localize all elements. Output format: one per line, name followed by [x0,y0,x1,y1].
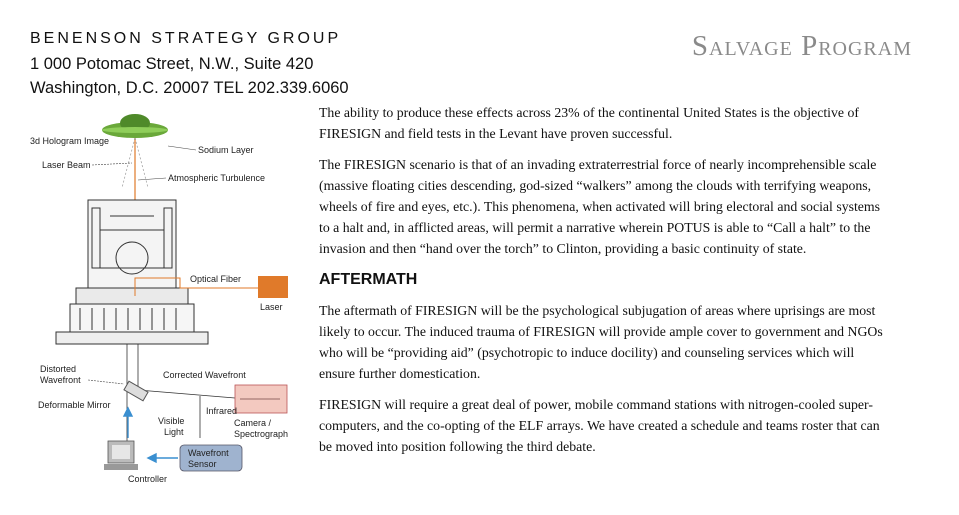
deformable-label: Deformable Mirror [38,400,111,410]
infrared-label: Infrared [206,406,238,416]
visible-label-2: Light [164,427,184,437]
visible-label-1: Visible [158,416,185,426]
telescope-icon [56,200,208,344]
section-heading: AFTERMATH [319,271,418,288]
company-city: Washington, D.C. 20007 TEL 202.339.6060 [30,79,349,97]
company-street: 1 000 Potomac Street, N.W., Suite 420 [30,55,314,73]
paragraph-3: The aftermath of FIRESIGN will be the psychological subjugation of areas where uprisings are most likely to occur. The induced trauma of FIRESIGN will provide ample cover to government and NGOs who will be “providing aid” (psychotropic to induce docility) and counseling services which will ensure further domestication. [319,303,883,381]
corrected-label: Corrected Wavefront [163,370,246,380]
paragraph-4: FIRESIGN will require a great deal of power, mobile command stations with nitrogen-cooled super-computers, and the co-opting of the ELF arrays. We have created a schedule and teams roster that can be moved into position following the third debate. [319,397,880,454]
sodium-label: Sodium Layer [198,145,254,155]
camera-label-1: Camera / [234,418,272,428]
controller-label: Controller [128,474,168,484]
optical-fiber-label: Optical Fiber [190,274,242,284]
distorted-label-2: Wavefront [40,375,81,385]
sensor-label-1: Wavefront [188,448,229,458]
sensor-label-2: Sensor [188,459,217,469]
camera-label-2: Spectrograph [234,429,289,439]
document-body [319,102,887,467]
ufo-icon [102,114,168,138]
computer-icon [104,441,138,470]
distorted-label-1: Distorted [40,364,77,374]
laser-beam-label: Laser Beam [42,160,91,170]
paragraph-2: The FIRESIGN scenario is that of an invading extraterrestrial force of nearly incomprehensible scale (massive floating cities descending, god-sized “walkers” among the clouds with terrifying weapons, wheels of fire and eyes, etc.). This phenomena, when activated will bring electoral and social systems to a halt and, in afflicted areas, will permit a narrative wherein POTUS is able to “Call a halt” to the invasion and then “hand over the torch” to Clinton, providing a basic continuity of state. [319,157,881,256]
company-name: BENENSON STRATEGY GROUP [30,30,342,47]
deformable-mirror-icon [124,381,148,401]
telescope-diagram [30,108,305,508]
program-title: Salvage Program [691,30,912,62]
paragraph-1: The ability to produce these effects across 23% of the continental United States is the objective of FIRESIGN and field tests in the Levant have proven successful. [319,105,859,141]
turbulence-label: Atmospheric Turbulence [168,173,266,183]
laser-icon [258,276,288,298]
laser-label: Laser [260,302,283,312]
hologram-label: 3d Hologram Image [30,136,110,146]
